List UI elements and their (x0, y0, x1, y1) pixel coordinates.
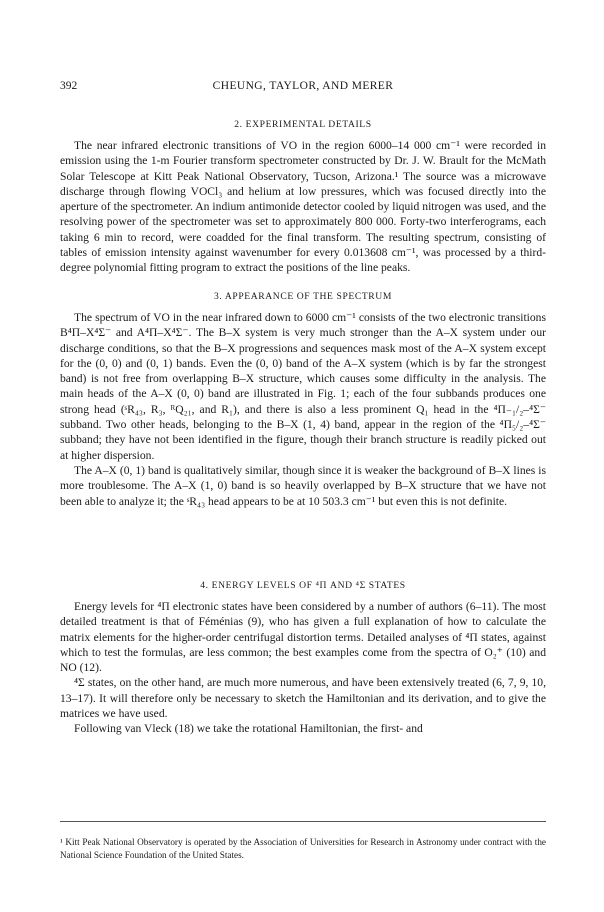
running-head: CHEUNG, TAYLOR, AND MERER (212, 80, 394, 92)
paragraph: ⁴Σ states, on the other hand, are much more numerous, and have been extensively treated (6, 7, 9, 10, 13–17). It will therefore only be necessary to sketch the Hamiltonian and its derivation, and to give the matrices we have used. (60, 676, 546, 721)
page-header (60, 80, 546, 96)
paragraph: The near infrared electronic transitions of VO in the region 6000–14 000 cm⁻¹ were recorded in emission using the 1-m Fourier transform spectrometer constructed by Dr. J. W. Brault for the McMath Solar Telescope at Kitt Peak National Observatory, Tucson, Arizona.¹ The source was a microwave discharge through flowing VOCl₃ and helium at low pressures, which was focused directly into the aperture of the spectrometer. An indium antimonide detector cooled by liquid nitrogen was used, and the resolving power of the spectrometer was set to approximately 800 000. Forty-two interferograms, each taking 6 min to record, were coadded for the final transform. The resulting spectrum, consisting of tables of emission intensity against wavenumber for every 0.013608 cm⁻¹, was processed by a third-degree polynomial fitting program to extract the positions of the line peaks. (60, 139, 546, 275)
page-number: 392 (60, 80, 78, 92)
section-body (60, 310, 546, 509)
section-body (60, 138, 546, 276)
footnote: ¹ Kitt Peak National Observatory is operated by the Association of Universities for Research in Astronomy under contract with the National Science Foundation of the United States. (60, 837, 546, 860)
paragraph: Following van Vleck (18) we take the rotational Hamiltonian, the first- and (74, 722, 423, 736)
section-appearance (60, 290, 546, 509)
paragraph: The spectrum of VO in the near infrared down to 6000 cm⁻¹ consists of the two electronic transitions B⁴Π–X⁴Σ⁻ and A⁴Π–X⁴Σ⁻. The B–X system is very much stronger than the A–X system under our discharge conditions, so that the B–X progressions and sequences mask most of the A–X system except for the (0, 0) and (0, 1) bands. Even the (0, 0) band of the A–X system (which is by far the strongest band) is not free from overlapping B–X structure, which causes some difficulty in the analysis. The main heads of the A–X (0, 0) band are illustrated in Fig. 1; each of the four subbands produces one strong head (ˢR₄₃, R₃, ᴿQ₂₁, and R₁), and there is also a less prominent Q₁ head in the ⁴Π₋₁/₂–⁴Σ⁻ subband. Two other heads, belonging to the B–X (1, 4) band, appear in the region of the ⁴Π₅/₂–⁴Σ⁻ subband; they have not been identified in the figure, though their branch structure is readily picked out at higher dispersion. (60, 311, 546, 462)
paragraph: The A–X (0, 1) band is qualitatively similar, though since it is weaker the background of B–X lines is more troublesome. The A–X (1, 0) band is so heavily overlapped by B–X structure that we have not been able to analyze it; the ˢR₄₃ head appears to be at 10 503.3 cm⁻¹ but even this is not definite. (60, 463, 546, 508)
section-energy-levels (60, 579, 546, 737)
footnote-rule (60, 821, 546, 822)
paragraph: Energy levels for ⁴Π electronic states have been considered by a number of authors (6–11). The most detailed treatment is that of Féménias (9), who has given a full explanation of how to calculate the matrix elements for the higher-order centrifugal distortion terms. Detailed analyses of ⁴Π states, against which to test the formulas, are less common; the best examples come from the spectra of O₂⁺ (10) and NO (12). (60, 600, 546, 675)
section-body (60, 599, 546, 737)
section-heading: 4. ENERGY LEVELS OF ⁴Π AND ⁴Σ STATES (200, 580, 406, 591)
section-heading: 3. APPEARANCE OF THE SPECTRUM (214, 291, 392, 302)
section-heading: 2. EXPERIMENTAL DETAILS (234, 119, 372, 130)
section-experimental (60, 118, 546, 276)
